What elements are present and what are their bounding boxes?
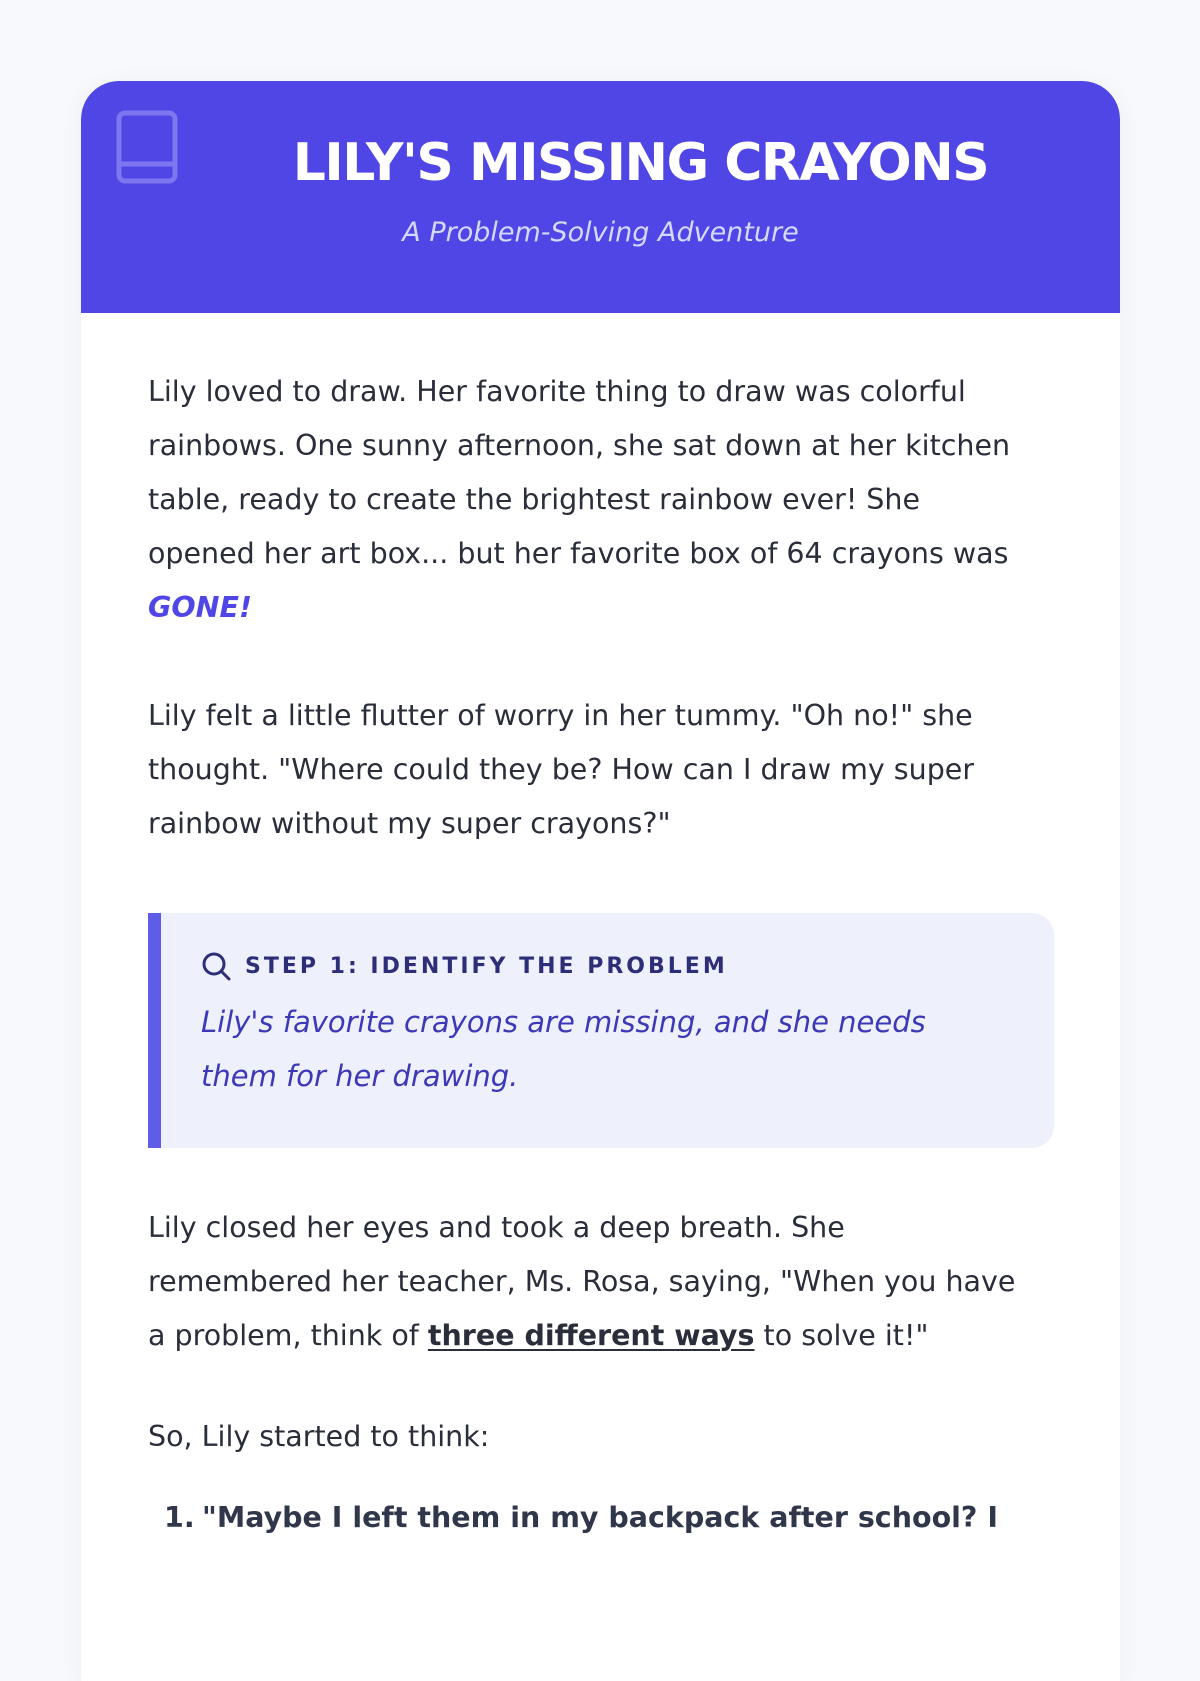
worry-line: rainbow without my super crayons?" <box>148 807 671 840</box>
think-paragraph: So, Lily started to think: <box>148 1420 490 1453</box>
step-callout <box>148 913 1054 1148</box>
gone-emphasis: GONE! <box>148 591 252 624</box>
ideas-list <box>148 1491 1058 1545</box>
story-header <box>81 81 1120 313</box>
intro-paragraph <box>148 365 1068 635</box>
story-subtitle: A Problem-Solving Adventure <box>402 217 799 248</box>
intro-line: Lily loved to draw. Her favorite thing to draw was colorful <box>148 375 966 408</box>
callout-label: STEP 1: IDENTIFY THE PROBLEM <box>245 953 728 979</box>
breath-line: remembered her teacher, Ms. Rosa, saying, "When you have <box>148 1265 1016 1298</box>
worry-line: thought. "Where could they be? How can I draw my super <box>148 753 975 786</box>
list-item-text: "Maybe I left them in my backpack after school? I <box>202 1501 998 1534</box>
callout-header <box>201 951 728 981</box>
callout-line: them for her drawing. <box>201 1059 519 1093</box>
callout-line: Lily's favorite crayons are missing, and she needs <box>201 1005 926 1039</box>
breath-line-end: to solve it!" <box>754 1319 929 1352</box>
search-icon <box>201 951 231 981</box>
intro-line: table, ready to create the brightest rainbow ever! She <box>148 483 920 516</box>
story-card <box>81 81 1120 1681</box>
story-title: LILY'S MISSING CRAYONS <box>292 133 989 193</box>
intro-line: opened her art box... but her favorite box of 64 crayons was <box>148 537 1009 570</box>
intro-line: rainbows. One sunny afternoon, she sat down at her kitchen <box>148 429 1011 462</box>
callout-text <box>201 995 1021 1103</box>
breath-line: Lily closed her eyes and took a deep breath. She <box>148 1211 845 1244</box>
breath-paragraph <box>148 1201 1068 1363</box>
list-item-number: 1. <box>164 1501 195 1534</box>
breath-line: a problem, think of <box>148 1319 428 1352</box>
list-item <box>148 1491 1058 1545</box>
worry-paragraph <box>148 689 1068 851</box>
three-ways-emphasis: three different ways <box>427 1319 755 1352</box>
worry-line: Lily felt a little flutter of worry in her tummy. "Oh no!" she <box>148 699 973 732</box>
